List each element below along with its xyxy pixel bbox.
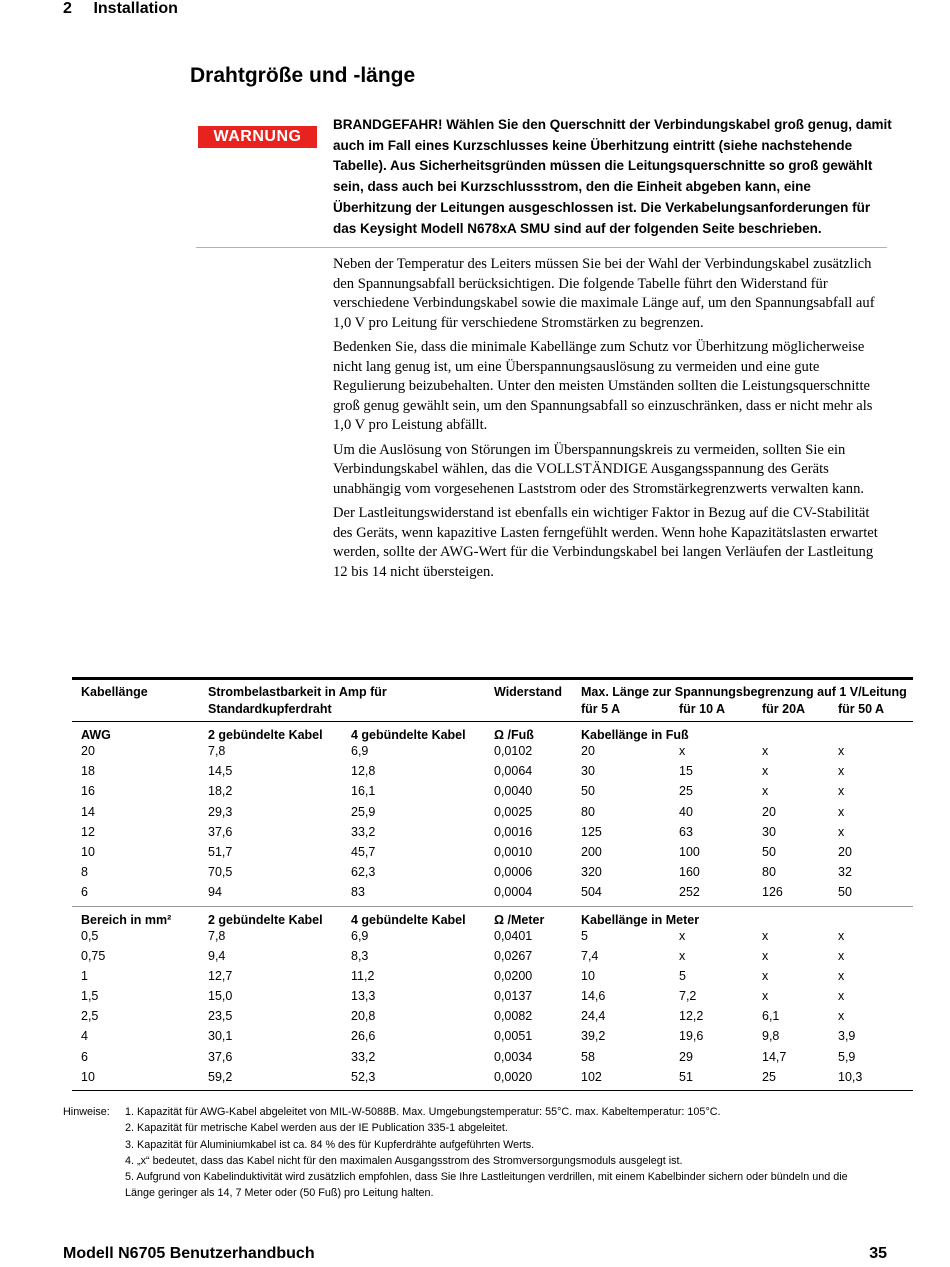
subheader-cell: 2 gebündelte Kabel	[208, 912, 323, 927]
note-item: 5. Aufgrund von Kabelinduktivität wird zusätzlich empfohlen, dass Sie Ihre Lastleitungen verdrillen, mit einem Kabelbinder sichern oder bündeln und die	[125, 1171, 848, 1184]
warning-text: BRANDGEFAHR! Wählen Sie den Querschnitt der Verbindungskabel groß genug, damit auch im Fall eines Kurzschlusses keine Überhitzung eintritt (siehe nachstehende Tabelle). Aus Sicherheitsgründen müssen die Leitungsquerschnitte so groß gewählt sein, dass auch bei Kurzschlussstrom, den die Einheit abgeben kann, eine Überhitzung der Leitungen ausgeschlossen ist. Die Verkabelungsanforderungen für das Keysight Modell N678xA SMU sind auf der folgenden Seite beschrieben.	[333, 117, 892, 236]
table-cell: 25	[762, 1069, 776, 1084]
table-row	[72, 885, 913, 906]
table-cell: 59,2	[208, 1069, 233, 1084]
table-cell: 19,6	[679, 1029, 704, 1044]
col-header-capacity: Strombelastbarkeit in Amp für	[208, 685, 387, 699]
table-cell: 83	[351, 885, 365, 900]
col-header-maxlength: Max. Länge zur Spannungsbegrenzung auf 1 V/Leitung	[581, 685, 907, 699]
table-cell: 7,8	[208, 744, 226, 758]
table-cell: 33,2	[351, 1049, 376, 1064]
table-cell: 50	[581, 784, 595, 799]
table-cell: 29,3	[208, 804, 233, 819]
table-cell: 7,2	[679, 989, 697, 1004]
table-cell: 50	[762, 844, 776, 859]
table-cell: 0,0401	[494, 928, 533, 943]
table-cell: 125	[581, 824, 602, 839]
table-cell: 0,0040	[494, 784, 533, 799]
table-cell: 14	[81, 804, 95, 819]
col-header-length: Kabellänge	[81, 685, 148, 699]
table-row	[72, 969, 913, 989]
note-item: Länge geringer als 14, 7 Meter oder (50 Fuß) pro Leitung halten.	[125, 1187, 434, 1200]
section-title: Drahtgröße und -länge	[190, 64, 416, 87]
chapter-title: Installation	[93, 0, 178, 17]
table-cell: 62,3	[351, 865, 376, 880]
page-number: 35	[869, 1245, 887, 1262]
table-cell: x	[838, 824, 845, 839]
table-cell: 37,6	[208, 824, 233, 839]
table-cell: x	[838, 989, 845, 1004]
table-cell: 0,0004	[494, 885, 533, 900]
table-cell: 6,1	[762, 1009, 780, 1024]
table-cell: 0,5	[81, 928, 99, 943]
table-cell: 8,3	[351, 948, 369, 963]
table-cell: 5,9	[838, 1049, 856, 1064]
table-cell: 70,5	[208, 865, 233, 880]
table-cell: 6	[81, 885, 88, 900]
col-header-10a: für 10 A	[679, 702, 726, 716]
table-row	[72, 764, 913, 784]
table-cell: 20	[581, 744, 595, 758]
table-cell: 23,5	[208, 1009, 233, 1024]
table-cell: 0,0051	[494, 1029, 533, 1044]
table-cell: 200	[581, 844, 602, 859]
table-cell: 80	[581, 804, 595, 819]
table-cell: x	[762, 744, 769, 758]
table-cell: 30,1	[208, 1029, 233, 1044]
table-cell: x	[762, 928, 769, 943]
table-row	[72, 1050, 913, 1070]
table-cell: 40	[679, 804, 693, 819]
table-cell: 16,1	[351, 784, 376, 799]
table-cell: 94	[208, 885, 222, 900]
table-cell: 0,0006	[494, 865, 533, 880]
table-cell: 10	[81, 1069, 95, 1084]
table-cell: x	[838, 764, 845, 779]
table-cell: 1,5	[81, 989, 99, 1004]
table-cell: x	[838, 928, 845, 943]
table-row	[72, 1029, 913, 1049]
table-cell: 32	[838, 865, 852, 880]
table-cell: 0,0010	[494, 844, 533, 859]
table-cell: 0,75	[81, 948, 106, 963]
table-cell: 51	[679, 1069, 693, 1084]
table-cell: 26,6	[351, 1029, 376, 1044]
table-cell: 504	[581, 885, 602, 900]
table-cell: 9,8	[762, 1029, 780, 1044]
subheader-cell: Ω /Fuß	[494, 728, 534, 742]
table-cell: 29	[679, 1049, 693, 1064]
wire-size-table	[72, 677, 913, 1091]
table-cell: 15	[679, 764, 693, 779]
subheader-cell: 4 gebündelte Kabel	[351, 728, 466, 742]
col-header-5a: für 5 A	[581, 702, 621, 716]
table-row	[72, 784, 913, 804]
note-item: 4. „x“ bedeutet, dass das Kabel nicht für den maximalen Ausgangsstrom des Stromversorgungsmoduls ausgelegt ist.	[125, 1154, 683, 1167]
subheader-cell: 4 gebündelte Kabel	[351, 912, 466, 927]
paragraph: Bedenken Sie, dass die minimale Kabellänge zum Schutz vor Überhitzung möglicherweise nicht lang genug ist, um eine Überspannungsauslösung zu vermeiden und eine gute Regulierung beizubehalten. Unter den meisten Umständen sollten die Leistungsquerschnitte groß genug gewählt sein, um den Spannungsabfall so einzuschränken, dass er nicht mehr als 1,0 V pro Leistung abfällt.	[333, 339, 873, 433]
table-cell: 18	[81, 764, 95, 779]
table-cell: x	[762, 764, 769, 779]
table-cell: x	[679, 744, 686, 758]
table-cell: 13,3	[351, 989, 376, 1004]
table-row	[72, 1070, 913, 1091]
table-cell: 0,0082	[494, 1009, 533, 1024]
table-cell: 80	[762, 865, 776, 880]
table-cell: 3,9	[838, 1029, 856, 1044]
subheader-cell: Kabellänge in Fuß	[581, 728, 689, 742]
table-cell: 126	[762, 885, 783, 900]
table-cell: 10	[81, 844, 95, 859]
table-row	[72, 744, 913, 764]
table-cell: 24,4	[581, 1009, 606, 1024]
body-text	[333, 255, 888, 587]
col-header-50a: für 50 A	[838, 702, 885, 716]
table-row	[72, 949, 913, 969]
table-cell: 102	[581, 1069, 602, 1084]
table-row	[72, 989, 913, 1009]
warning-divider	[196, 247, 887, 248]
table-row	[72, 825, 913, 845]
table-cell: 20	[81, 744, 95, 758]
table-cell: 37,6	[208, 1049, 233, 1064]
table-cell: x	[679, 948, 686, 963]
table-cell: 0,0016	[494, 824, 533, 839]
table-cell: 63	[679, 824, 693, 839]
col-header-capacity-sub: Standardkupferdraht	[208, 702, 332, 716]
table-cell: 7,8	[208, 928, 226, 943]
subheader-cell: Ω /Meter	[494, 912, 545, 927]
note-item: 3. Kapazität für Aluminiumkabel ist ca. 84 % des für Kupferdrähte aufgeführten Werts.	[125, 1138, 535, 1151]
table-cell: 15,0	[208, 989, 233, 1004]
manual-title: Modell N6705 Benutzerhandbuch	[63, 1245, 315, 1262]
table-cell: 20,8	[351, 1009, 376, 1024]
table-cell: 30	[762, 824, 776, 839]
table-cell: 14,6	[581, 989, 606, 1004]
table-cell: 0,0064	[494, 764, 533, 779]
table-cell: x	[838, 1009, 845, 1024]
table-cell: 51,7	[208, 844, 233, 859]
table-cell: x	[762, 948, 769, 963]
table-cell: 0,0267	[494, 948, 533, 963]
table-cell: 30	[581, 764, 595, 779]
table-cell: 33,2	[351, 824, 376, 839]
chapter-number: 2	[63, 0, 72, 17]
warning-badge: WARNUNG	[198, 126, 317, 148]
table-cell: 0,0020	[494, 1069, 533, 1084]
table-cell: 58	[581, 1049, 595, 1064]
table-cell: 12,8	[351, 764, 376, 779]
table-cell: 14,5	[208, 764, 233, 779]
table-cell: 0,0137	[494, 989, 533, 1004]
table-row	[72, 865, 913, 885]
table-cell: 12,2	[679, 1009, 704, 1024]
table-cell: x	[838, 784, 845, 799]
table-cell: 8	[81, 865, 88, 880]
table-cell: 18,2	[208, 784, 233, 799]
table-cell: 50	[838, 885, 852, 900]
table-cell: 0,0034	[494, 1049, 533, 1064]
table-cell: x	[762, 968, 769, 983]
table-cell: 25	[679, 784, 693, 799]
subheader-cell: AWG	[81, 728, 111, 742]
note-item: 2. Kapazität für metrische Kabel werden aus der IE Publication 335-1 abgeleitet.	[125, 1122, 508, 1135]
table-cell: 12	[81, 824, 95, 839]
page-header	[63, 0, 178, 18]
table-cell: x	[679, 928, 686, 943]
table-cell: 45,7	[351, 844, 376, 859]
subheader-cell: Kabellänge in Meter	[581, 912, 700, 927]
table-cell: 0,0102	[494, 744, 533, 758]
notes-label: Hinweise:	[63, 1106, 110, 1118]
table-cell: 20	[838, 844, 852, 859]
table-cell: 5	[679, 968, 686, 983]
table-cell: 6,9	[351, 744, 369, 758]
table-cell: 1	[81, 968, 88, 983]
table-row	[72, 929, 913, 949]
table-cell: 0,0025	[494, 804, 533, 819]
table-cell: 5	[581, 928, 588, 943]
table-cell: 160	[679, 865, 700, 880]
table-row	[72, 1009, 913, 1029]
table-cell: 2,5	[81, 1009, 99, 1024]
table-cell: 320	[581, 865, 602, 880]
table-cell: x	[838, 948, 845, 963]
table-cell: x	[838, 968, 845, 983]
table-cell: 4	[81, 1029, 88, 1044]
table-cell: 39,2	[581, 1029, 606, 1044]
table-cell: 20	[762, 804, 776, 819]
table-cell: 7,4	[581, 948, 599, 963]
table-cell: 16	[81, 784, 95, 799]
paragraph: Der Lastleitungswiderstand ist ebenfalls ein wichtiger Faktor in Bezug auf die CV-Stabilität des Geräts, wenn kapazitive Lasten ferngefühlt werden. Wenn hohe Kapazitätslasten erwartet werden, sollte der AWG-Wert für die Verbindungskabel bei langen Verläufen der Lastleitung 12 bis 14 nicht übersteigen.	[333, 505, 878, 580]
table-row	[72, 805, 913, 825]
col-header-20a: für 20A	[762, 702, 806, 716]
table-row	[72, 845, 913, 865]
table-cell: 10	[581, 968, 595, 983]
table-cell: x	[762, 989, 769, 1004]
note-item: 1. Kapazität für AWG-Kabel abgeleitet von MIL-W-5088B. Max. Umgebungstemperatur: 55°C. max. Kabeltemperatur: 105°C.	[125, 1106, 721, 1118]
paragraph: Um die Auslösung von Störungen im Überspannungskreis zu vermeiden, sollten Sie ein Verbindungskabel wählen, das die VOLLSTÄNDIGE Ausgangsspannung des Geräts unabhängig vom vorgesehenen Laststrom oder des Stromstärkegrenzwerts verwalten kann.	[333, 441, 865, 497]
table-cell: 0,0200	[494, 968, 533, 983]
table-cell: x	[838, 744, 845, 758]
table-cell: 6	[81, 1049, 88, 1064]
table-cell: 10,3	[838, 1069, 863, 1084]
subheader-cell: 2 gebündelte Kabel	[208, 728, 323, 742]
table-cell: x	[838, 804, 845, 819]
table-cell: 52,3	[351, 1069, 376, 1084]
table-cell: 12,7	[208, 968, 233, 983]
table-cell: 6,9	[351, 928, 369, 943]
table-cell: 100	[679, 844, 700, 859]
table-cell: 9,4	[208, 948, 226, 963]
paragraph: Neben der Temperatur des Leiters müssen Sie bei der Wahl der Verbindungskabel zusätzlich den Spannungsabfall berücksichtigen. Die folgende Tabelle führt den Widerstand für verschiedene Verbindungskabel sowie die maximale Länge auf, um den Spannungsabfall auf 1,0 V pro Leitung für verschiedene Stromstärken zu begrenzen.	[333, 256, 875, 331]
subheader-cell: Bereich in mm²	[81, 912, 172, 927]
table-cell: 11,2	[351, 968, 375, 983]
table-cell: 252	[679, 885, 700, 900]
table-cell: 14,7	[762, 1049, 787, 1064]
table-cell: x	[762, 784, 769, 799]
table-cell: 25,9	[351, 804, 376, 819]
col-header-resistance: Widerstand	[494, 685, 562, 699]
